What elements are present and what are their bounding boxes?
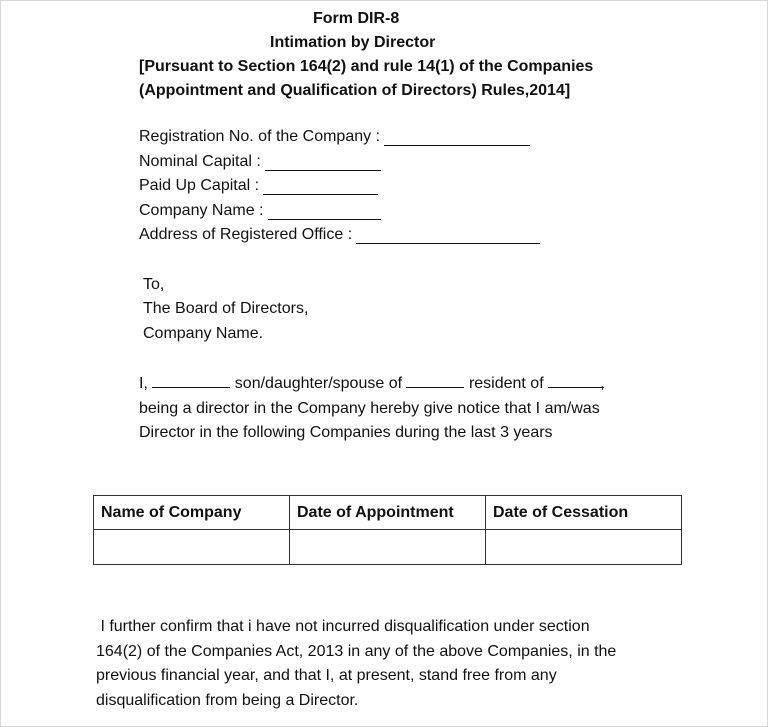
declaration-part-4: , bbox=[600, 375, 605, 392]
declaration-part-1: I, bbox=[139, 375, 148, 392]
addressee-to: To, bbox=[143, 276, 165, 293]
cell-date-of-appointment[interactable] bbox=[290, 530, 486, 565]
registration-label: Registration No. of the Company : bbox=[139, 128, 381, 145]
confirmation-paragraph bbox=[96, 615, 696, 713]
confirmation-line-2: 164(2) of the Companies Act, 2013 in any of the above Companies, in the bbox=[96, 642, 617, 660]
form-title: Form DIR-8 bbox=[313, 10, 400, 27]
directorship-table bbox=[93, 495, 682, 565]
column-header-date-of-cessation: Date of Cessation bbox=[486, 496, 682, 530]
confirmation-line-4: disqualification from being a Director. bbox=[96, 691, 359, 709]
declaration-line-1 bbox=[139, 372, 605, 397]
table-row bbox=[94, 530, 682, 565]
paid-up-capital-blank[interactable] bbox=[263, 180, 378, 195]
residence-blank[interactable] bbox=[548, 374, 604, 388]
address-blank[interactable] bbox=[356, 229, 540, 244]
column-header-name-of-company: Name of Company bbox=[94, 496, 290, 530]
declaration-line-3: Director in the following Companies during the last 3 years bbox=[139, 424, 553, 441]
company-name-field bbox=[139, 202, 381, 220]
confirmation-line-1: I further confirm that i have not incurred disqualification under section bbox=[96, 618, 590, 635]
column-header-date-of-appointment: Date of Appointment bbox=[290, 496, 486, 530]
address-label: Address of Registered Office : bbox=[139, 226, 353, 243]
nominal-capital-field bbox=[139, 153, 381, 171]
declaration-line-2: being a director in the Company hereby give notice that I am/was bbox=[139, 399, 600, 417]
declaration-paragraph bbox=[139, 372, 605, 446]
paid-up-capital-label: Paid Up Capital : bbox=[139, 177, 260, 194]
confirmation-line-3: previous financial year, and that I, at present, stand free from any bbox=[96, 667, 557, 684]
addressee-board: The Board of Directors, bbox=[143, 300, 309, 317]
paid-up-capital-field bbox=[139, 177, 378, 195]
registration-blank[interactable] bbox=[384, 131, 530, 146]
company-name-label: Company Name : bbox=[139, 202, 264, 219]
name-blank[interactable] bbox=[152, 374, 230, 388]
addressee-company: Company Name. bbox=[143, 325, 264, 342]
declaration-part-2: son/daughter/spouse of bbox=[234, 375, 403, 392]
form-subtitle: Intimation by Director bbox=[270, 34, 436, 51]
table-header-row bbox=[94, 496, 682, 530]
law-reference-line-1: [Pursuant to Section 164(2) and rule 14(1) of the Companies bbox=[139, 58, 594, 75]
nominal-capital-blank[interactable] bbox=[265, 156, 381, 171]
address-field bbox=[139, 226, 540, 244]
declaration-part-3: resident of bbox=[468, 375, 544, 392]
cell-date-of-cessation[interactable] bbox=[486, 530, 682, 565]
relation-blank[interactable] bbox=[406, 374, 464, 388]
law-reference-line-2: (Appointment and Qualification of Directors) Rules,2014] bbox=[139, 82, 571, 99]
registration-field bbox=[139, 128, 530, 146]
company-name-blank[interactable] bbox=[268, 205, 381, 220]
nominal-capital-label: Nominal Capital : bbox=[139, 153, 261, 170]
cell-name-of-company[interactable] bbox=[94, 530, 290, 565]
